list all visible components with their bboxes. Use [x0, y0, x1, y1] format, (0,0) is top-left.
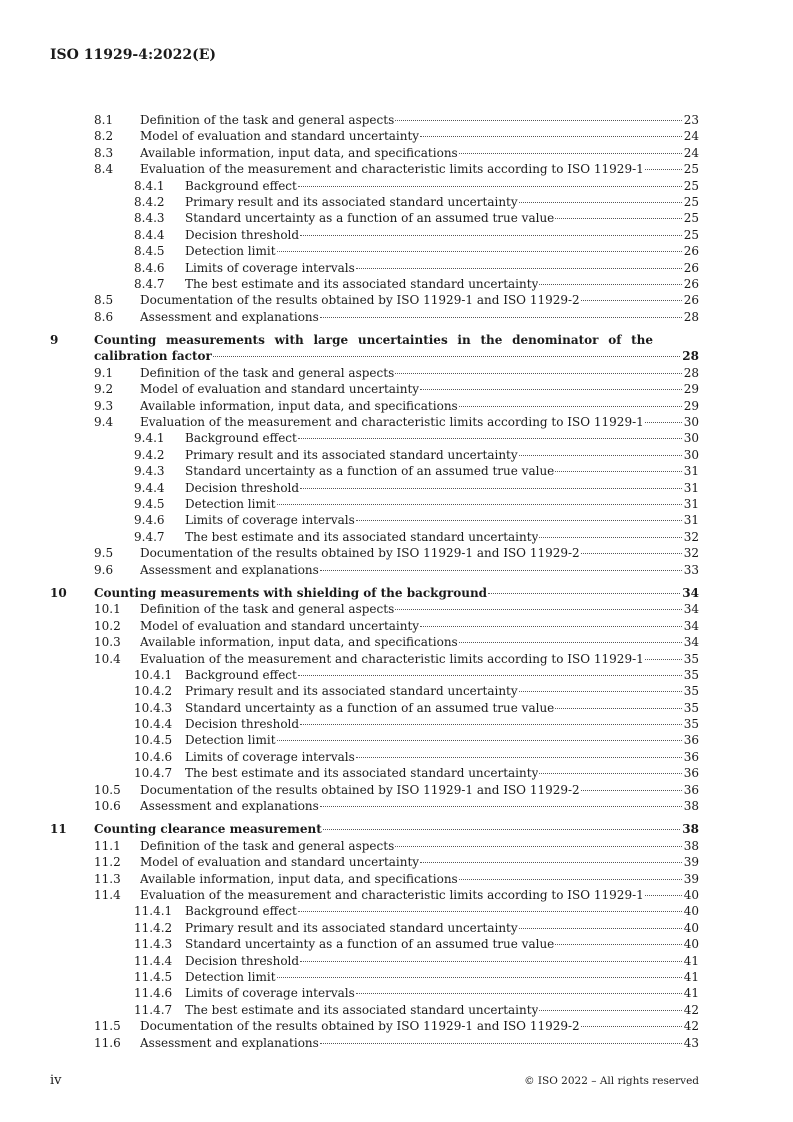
toc-entry-number: 11.4.7 [134, 1002, 173, 1017]
dot-leader [539, 284, 681, 285]
toc-entry-page: 26 [683, 260, 699, 275]
toc-entry-title: Limits of coverage intervals [185, 260, 355, 275]
toc-entry-page: 35 [683, 651, 699, 666]
toc-entry-title: Model of evaluation and standard uncertainty [140, 382, 420, 397]
toc-entry-number: 10.5 [94, 782, 121, 797]
toc-entry-page: 32 [683, 529, 699, 544]
toc-entry-title: Standard uncertainty as a function of an assumed true value [185, 700, 555, 715]
toc-entry-title: Definition of the task and general aspects [140, 113, 395, 127]
toc-entry-number: 11.3 [94, 871, 121, 886]
toc-entry-page: 39 [683, 871, 699, 886]
toc-entry-page: 43 [683, 1035, 699, 1050]
toc-entry-subsection[interactable] [50, 112, 699, 128]
toc-entry-page: 24 [683, 129, 699, 144]
toc-entry-title: Available information, input data, and specifications [140, 398, 458, 413]
toc-entry-number: 11.4.2 [134, 920, 173, 935]
toc-entry-page: 34 [682, 585, 699, 600]
toc-entry-title: Documentation of the results obtained by ISO 11929-1 and ISO 11929-2 [140, 546, 580, 561]
toc-entry-title: Assessment and explanations [140, 309, 319, 324]
dot-leader [277, 251, 682, 252]
toc-entry-subsection[interactable] [50, 292, 699, 308]
toc-entry-page: 41 [683, 953, 699, 968]
toc-entry-subsubsection[interactable] [50, 749, 699, 765]
dot-leader [581, 1026, 682, 1027]
toc-entry-title: Decision threshold [185, 480, 300, 495]
toc-entry-number: 8.4.4 [134, 227, 165, 242]
dot-leader [395, 846, 681, 847]
dot-leader [459, 642, 682, 643]
toc-entry-subsection[interactable] [50, 854, 699, 870]
dot-leader [519, 928, 682, 929]
toc-entry-title: Evaluation of the measurement and characteristic limits according to ISO 11929-1 [140, 415, 644, 430]
toc-entry-number: 10.4.3 [134, 700, 173, 715]
toc-entry-title: Standard uncertainty as a function of an assumed true value [185, 211, 555, 226]
document-id-header: ISO 11929-4:2022(E) [50, 47, 217, 63]
toc-entry-page: 28 [682, 349, 699, 364]
dot-leader [519, 691, 682, 692]
toc-entry-number: 9.3 [94, 398, 114, 413]
toc-entry-subsubsection[interactable] [50, 447, 699, 463]
toc-entry-page: 28 [683, 309, 699, 324]
toc-entry-title: calibration factor [94, 349, 212, 364]
toc-entry-page: 25 [683, 211, 699, 226]
dot-leader [300, 235, 682, 236]
toc-entry-title: Model of evaluation and standard uncertainty [140, 129, 420, 144]
dot-leader [300, 724, 682, 725]
dot-leader [298, 911, 682, 912]
toc-entry-page: 29 [683, 382, 699, 397]
dot-leader [356, 757, 682, 758]
dot-leader [581, 553, 682, 554]
dot-leader [320, 317, 682, 318]
toc-entry-subsubsection[interactable] [50, 1002, 699, 1018]
toc-entry-title: Primary result and its associated standard uncertainty [185, 684, 518, 699]
toc-entry-subsubsection[interactable] [50, 667, 699, 683]
toc-entry-title: Background effect [185, 667, 297, 682]
toc-entry-number: 10.4.6 [134, 749, 173, 764]
toc-entry-subsection[interactable] [50, 398, 699, 414]
toc-entry-subsubsection[interactable] [50, 512, 699, 528]
toc-entry-page: 31 [683, 513, 699, 528]
dot-leader [459, 879, 682, 880]
dot-leader [420, 389, 682, 390]
toc-entry-number: 10.2 [94, 618, 121, 633]
toc-entry-title: Decision threshold [185, 227, 300, 242]
dot-leader [320, 1043, 682, 1044]
toc-entry-subsection[interactable] [50, 1018, 699, 1034]
toc-entry-page: 36 [683, 782, 699, 797]
toc-entry-number: 8.1 [94, 113, 114, 127]
toc-entry-number: 9.4.4 [134, 480, 165, 495]
toc-entry-number: 8.4 [94, 162, 114, 177]
toc-entry-number: 8.3 [94, 145, 114, 160]
toc-entry-title: Model of evaluation and standard uncertainty [140, 618, 420, 633]
toc-entry-page: 40 [683, 937, 699, 952]
dot-leader [539, 773, 681, 774]
toc-entry-number: 9.4.3 [134, 464, 165, 479]
toc-entry-subsection[interactable] [50, 562, 699, 578]
toc-entry-title: Detection limit [185, 733, 276, 748]
toc-entry-page: 40 [683, 904, 699, 919]
toc-entry-subsubsection[interactable] [50, 765, 699, 781]
toc-entry-number: 11.4.6 [134, 986, 173, 1001]
dot-leader [555, 471, 681, 472]
toc-entry-subsection[interactable] [50, 145, 699, 161]
dot-leader [356, 268, 682, 269]
toc-entry-title: Limits of coverage intervals [185, 513, 355, 528]
toc-entry-title: Definition of the task and general aspects [140, 602, 395, 617]
toc-entry-number: 10 [50, 585, 67, 600]
dot-leader [519, 455, 682, 456]
toc-entry-number: 10.4.1 [134, 667, 173, 682]
toc-entry-title: Primary result and its associated standard uncertainty [185, 920, 518, 935]
dot-leader [420, 862, 682, 863]
toc-entry-page: 30 [683, 431, 699, 446]
toc-entry-title: Primary result and its associated standard uncertainty [185, 194, 518, 209]
toc-entry-page: 24 [683, 145, 699, 160]
toc-entry-title: Documentation of the results obtained by ISO 11929-1 and ISO 11929-2 [140, 293, 580, 308]
toc-entry-subsection[interactable] [50, 365, 699, 381]
toc-entry-number: 8.4.5 [134, 244, 165, 259]
dot-leader [300, 488, 682, 489]
toc-entry-page: 26 [683, 244, 699, 259]
toc-entry-number: 9.4.7 [134, 529, 165, 544]
toc-entry-page: 31 [683, 497, 699, 511]
toc-entry-title: Assessment and explanations [140, 799, 319, 814]
toc-entry-title: Standard uncertainty as a function of an assumed true value [185, 464, 555, 479]
toc-entry-section[interactable] [50, 585, 699, 601]
toc-entry-title: Available information, input data, and specifications [140, 145, 458, 160]
toc-entry-subsubsection[interactable] [50, 463, 699, 479]
copyright-notice: © ISO 2022 – All rights reserved [524, 1075, 699, 1087]
toc-entry-number: 10.4.7 [134, 766, 173, 781]
toc-entry-page: 41 [683, 986, 699, 1001]
toc-entry-number: 11.2 [94, 855, 121, 870]
toc-entry-number: 8.6 [94, 309, 114, 324]
toc-entry-title: Assessment and explanations [140, 562, 319, 577]
dot-leader [356, 520, 682, 521]
toc-entry-subsubsection[interactable] [50, 953, 699, 969]
toc-entry-subsection[interactable] [50, 782, 699, 798]
toc-entry-title: Documentation of the results obtained by ISO 11929-1 and ISO 11929-2 [140, 782, 580, 797]
dot-leader [395, 373, 681, 374]
toc-entry-page: 23 [683, 113, 699, 127]
dot-leader [581, 790, 682, 791]
section-gap [50, 578, 699, 585]
toc-entry-title: Definition of the task and general aspects [140, 838, 395, 853]
toc-entry-page: 39 [683, 855, 699, 870]
toc-entry-page: 28 [683, 365, 699, 380]
toc-entry-number: 8.4.7 [134, 276, 165, 291]
toc-entry-title: Standard uncertainty as a function of an assumed true value [185, 937, 555, 952]
dot-leader [356, 993, 682, 994]
dot-leader [519, 202, 682, 203]
toc-entry-page: 31 [683, 464, 699, 479]
toc-entry-subsubsection[interactable] [50, 969, 699, 985]
toc-entry-page: 35 [683, 700, 699, 715]
toc-entry-number: 9.4.5 [134, 497, 165, 511]
toc-entry-page: 36 [683, 766, 699, 781]
dot-leader [320, 570, 682, 571]
toc-entry-number: 10.4.5 [134, 733, 173, 748]
toc-entry-title: Detection limit [185, 969, 276, 984]
toc-entry-title: Evaluation of the measurement and characteristic limits according to ISO 11929-1 [140, 162, 644, 177]
dot-leader [459, 153, 682, 154]
toc-entry-title: Primary result and its associated standard uncertainty [185, 447, 518, 462]
toc-entry-number: 10.1 [94, 602, 121, 617]
toc-entry-page: 25 [683, 194, 699, 209]
toc-entry-number: 9.4 [94, 415, 114, 430]
toc-entry-number: 8.4.6 [134, 260, 165, 275]
toc-entry-subsection[interactable] [50, 161, 699, 177]
toc-entry-number: 8.4.2 [134, 194, 165, 209]
toc-entry-subsubsection[interactable] [50, 178, 699, 194]
toc-entry-number: 9.6 [94, 562, 114, 577]
toc-entry-subsection[interactable] [50, 545, 699, 561]
toc-entry-subsubsection[interactable] [50, 920, 699, 936]
toc-entry-title: Documentation of the results obtained by ISO 11929-1 and ISO 11929-2 [140, 1019, 580, 1034]
toc-entry-page: 35 [683, 684, 699, 699]
toc-entry-number: 11.5 [94, 1019, 121, 1034]
toc-entry-subsubsection[interactable] [50, 716, 699, 732]
toc-entry-number: 8.2 [94, 129, 114, 144]
toc-entry-subsubsection[interactable] [50, 936, 699, 952]
toc-entry-title: Available information, input data, and specifications [140, 871, 458, 886]
toc-entry-number: 9 [50, 333, 59, 348]
toc-entry-subsection[interactable] [50, 651, 699, 667]
toc-entry-subsection[interactable] [50, 309, 699, 325]
toc-entry-number: 10.4.4 [134, 717, 173, 732]
toc-entry-number: 11.4.5 [134, 969, 173, 984]
toc-entry-number: 11.6 [94, 1035, 121, 1050]
dot-leader [539, 537, 681, 538]
toc-entry-page: 30 [683, 415, 699, 430]
toc-entry-subsection[interactable] [50, 414, 699, 430]
toc-entry-page: 38 [682, 822, 699, 837]
toc-entry-subsection[interactable] [50, 381, 699, 397]
toc-entry-number: 10.4.2 [134, 684, 173, 699]
toc-entry-subsubsection[interactable] [50, 683, 699, 699]
toc-entry-number: 11.4.1 [134, 904, 173, 919]
toc-entry-section[interactable] [50, 332, 699, 365]
toc-entry-title: Limits of coverage intervals [185, 986, 355, 1001]
dot-leader [277, 740, 682, 741]
toc-entry-page: 29 [683, 398, 699, 413]
dot-leader [213, 356, 680, 357]
toc-entry-section[interactable] [50, 821, 699, 837]
dot-leader [277, 504, 682, 505]
dot-leader [581, 300, 682, 301]
dot-leader [395, 120, 681, 121]
toc-entry-subsubsection[interactable] [50, 903, 699, 919]
dot-leader [645, 169, 682, 170]
toc-entry-page: 40 [683, 920, 699, 935]
toc-entry-number: 11.1 [94, 838, 121, 853]
toc-entry-number: 10.3 [94, 635, 121, 650]
toc-entry-subsection[interactable] [50, 871, 699, 887]
toc-entry-subsection[interactable] [50, 1035, 699, 1051]
dot-leader [300, 961, 682, 962]
toc-entry-title-line1: Counting measurements with large uncertainties in the denominator of the [94, 333, 653, 348]
toc-entry-page: 38 [683, 838, 699, 853]
toc-entry-subsubsection[interactable] [50, 210, 699, 226]
toc-entry-title: Evaluation of the measurement and characteristic limits according to ISO 11929-1 [140, 887, 644, 902]
toc-entry-subsubsection[interactable] [50, 243, 699, 259]
toc-entry-page: 34 [683, 618, 699, 633]
dot-leader [555, 944, 681, 945]
toc-entry-subsection[interactable] [50, 618, 699, 634]
toc-entry-title: The best estimate and its associated standard uncertainty [185, 766, 539, 781]
dot-leader [420, 136, 682, 137]
toc-entry-title: Decision threshold [185, 717, 300, 732]
toc-entry-number: 9.4.1 [134, 431, 165, 446]
toc-entry-title: Decision threshold [185, 953, 300, 968]
toc-entry-subsubsection[interactable] [50, 529, 699, 545]
dot-leader [645, 422, 682, 423]
page-number: iv [50, 1073, 62, 1088]
toc-entry-title: Detection limit [185, 497, 276, 511]
toc-entry-subsection[interactable] [50, 601, 699, 617]
toc-entry-page: 26 [683, 293, 699, 308]
toc-entry-number: 10.6 [94, 799, 121, 814]
toc-entry-number: 8.4.3 [134, 211, 165, 226]
toc-entry-page: 31 [683, 480, 699, 495]
toc-entry-subsubsection[interactable] [50, 430, 699, 446]
toc-entry-page: 34 [683, 602, 699, 617]
toc-entry-title: The best estimate and its associated standard uncertainty [185, 1002, 539, 1017]
toc-entry-subsection[interactable] [50, 887, 699, 903]
dot-leader [298, 438, 682, 439]
toc-entry-title: Limits of coverage intervals [185, 749, 355, 764]
toc-entry-subsubsection[interactable] [50, 732, 699, 748]
toc-entry-subsubsection[interactable] [50, 480, 699, 496]
dot-leader [298, 675, 682, 676]
dot-leader [645, 659, 682, 660]
toc-entry-page: 25 [683, 162, 699, 177]
toc-entry-title: Background effect [185, 904, 297, 919]
toc-entry-subsection[interactable] [50, 128, 699, 144]
toc-entry-number: 9.1 [94, 365, 114, 380]
toc-entry-title: Background effect [185, 178, 297, 193]
toc-entry-number: 8.4.1 [134, 178, 165, 193]
toc-entry-page: 33 [683, 562, 699, 577]
dot-leader [459, 406, 682, 407]
dot-leader [420, 626, 682, 627]
toc-entry-page: 34 [683, 635, 699, 650]
dot-leader [320, 806, 682, 807]
toc-entry-subsubsection[interactable] [50, 496, 699, 512]
toc-entry-number: 9.2 [94, 382, 114, 397]
toc-entry-number: 8.5 [94, 293, 114, 308]
toc-entry-page: 35 [683, 717, 699, 732]
toc-entry-number: 11.4 [94, 887, 121, 902]
toc-entry-title: Assessment and explanations [140, 1035, 319, 1050]
toc-entry-subsubsection[interactable] [50, 194, 699, 210]
dot-leader [395, 609, 681, 610]
toc-entry-number: 11 [50, 822, 67, 837]
toc-entry-page: 35 [683, 667, 699, 682]
toc-entry-number: 11.4.4 [134, 953, 173, 968]
toc-entry-subsection[interactable] [50, 798, 699, 814]
toc-entry-subsubsection[interactable] [50, 276, 699, 292]
toc-entry-page: 40 [683, 887, 699, 902]
toc-entry-title: The best estimate and its associated standard uncertainty [185, 276, 539, 291]
toc-entry-number: 9.5 [94, 546, 114, 561]
toc-entry-number: 9.4.2 [134, 447, 165, 462]
toc-entry-page: 26 [683, 276, 699, 291]
table-of-contents [50, 112, 699, 1051]
toc-entry-number: 10.4 [94, 651, 121, 666]
toc-entry-page: 41 [683, 969, 699, 984]
dot-leader [488, 593, 680, 594]
dot-leader [298, 186, 682, 187]
toc-entry-page: 32 [683, 546, 699, 561]
toc-entry-page: 25 [683, 178, 699, 193]
toc-entry-page: 38 [683, 799, 699, 814]
toc-entry-number: 9.4.6 [134, 513, 165, 528]
dot-leader [277, 977, 682, 978]
toc-entry-title: Evaluation of the measurement and characteristic limits according to ISO 11929-1 [140, 651, 644, 666]
toc-entry-page: 30 [683, 447, 699, 462]
toc-entry-title: Background effect [185, 431, 297, 446]
toc-entry-page: 42 [683, 1002, 699, 1017]
toc-entry-title: Definition of the task and general aspects [140, 365, 395, 380]
toc-entry-title: The best estimate and its associated standard uncertainty [185, 529, 539, 544]
toc-entry-title: Counting measurements with shielding of the background [94, 585, 488, 600]
dot-leader [555, 218, 681, 219]
toc-entry-page: 36 [683, 733, 699, 748]
dot-leader [323, 829, 681, 830]
toc-entry-subsubsection[interactable] [50, 985, 699, 1001]
section-gap [50, 325, 699, 332]
toc-entry-title: Model of evaluation and standard uncertainty [140, 855, 420, 870]
toc-entry-subsection[interactable] [50, 838, 699, 854]
toc-entry-subsubsection[interactable] [50, 260, 699, 276]
toc-entry-subsubsection[interactable] [50, 227, 699, 243]
toc-entry-subsubsection[interactable] [50, 700, 699, 716]
toc-entry-title: Counting clearance measurement [94, 822, 322, 837]
toc-entry-title: Available information, input data, and specifications [140, 635, 458, 650]
dot-leader [555, 708, 681, 709]
section-gap [50, 814, 699, 821]
dot-leader [539, 1010, 681, 1011]
toc-entry-page: 36 [683, 749, 699, 764]
toc-entry-subsection[interactable] [50, 634, 699, 650]
toc-entry-page: 25 [683, 227, 699, 242]
toc-entry-page: 42 [683, 1019, 699, 1034]
toc-entry-number: 11.4.3 [134, 937, 173, 952]
toc-entry-title: Detection limit [185, 244, 276, 259]
dot-leader [645, 895, 682, 896]
